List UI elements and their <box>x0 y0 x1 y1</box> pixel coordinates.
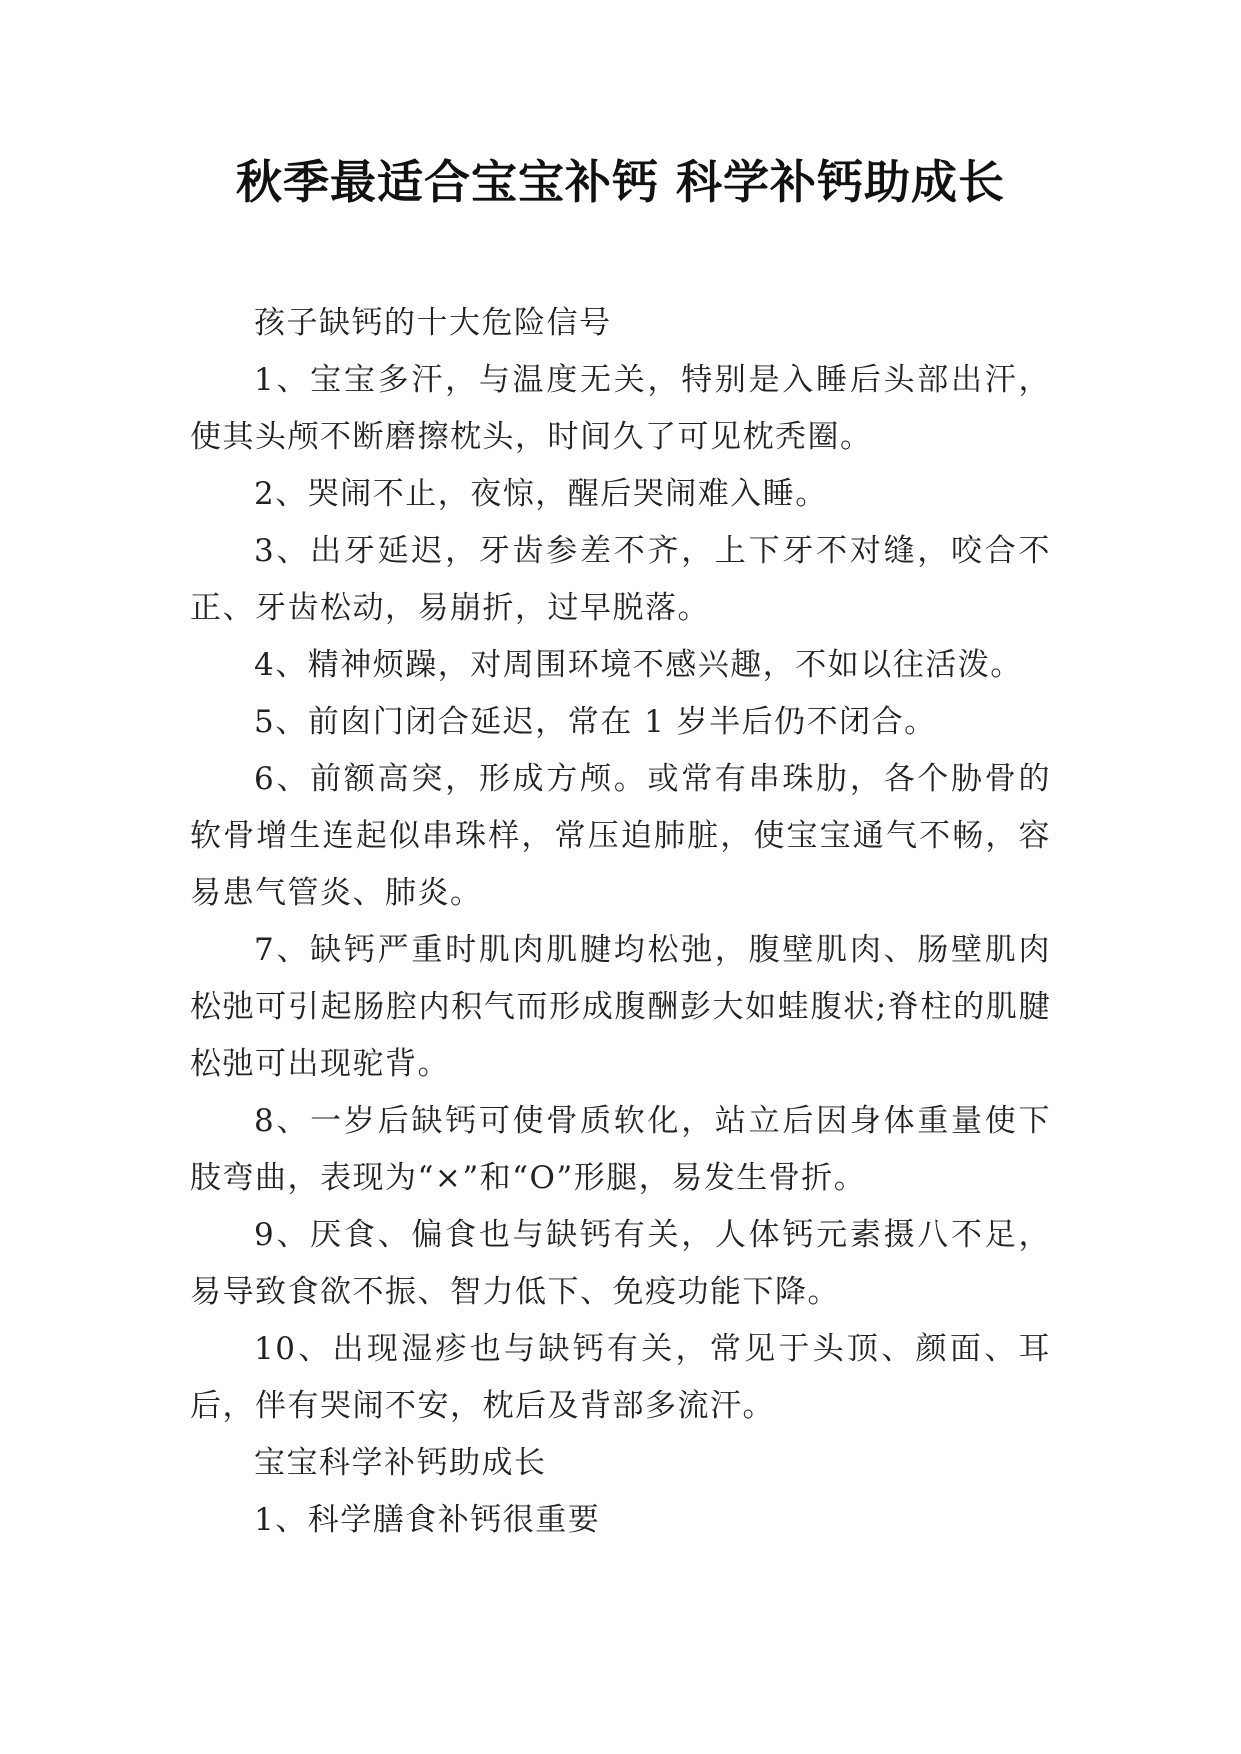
list-item: 1、科学膳食补钙很重要 <box>254 1502 601 1538</box>
list-item: 2、哭闹不止，夜惊，醒后哭闹难入睡。 <box>254 476 828 512</box>
list-item: 4、精神烦躁，对周围环境不感兴趣，不如以往活泼。 <box>254 647 1023 683</box>
section-heading: 宝宝科学补钙助成长 <box>254 1445 547 1481</box>
list-item: 5、前囱门闭合延迟，常在 1 岁半后仍不闭合。 <box>254 704 937 740</box>
list-item: 6、前额高突，形成方颅。或常有串珠肋，各个胁骨的软骨增生连起似串珠样，常压迫肺脏，使宝宝通气不畅，容易患气管炎、肺炎。 <box>190 761 1051 911</box>
list-item: 10、出现湿疹也与缺钙有关，常见于头顶、颜面、耳后，伴有哭闹不安，枕后及背部多流汗。 <box>190 1331 1051 1424</box>
list-item: 8、一岁后缺钙可使骨质软化，站立后因身体重量使下肢弯曲，表现为“×”和“O”形腿，易发生骨折。 <box>190 1103 1051 1196</box>
document-title: 秋季最适合宝宝补钙 科学补钙助成长 <box>235 155 1005 209</box>
list-item: 3、出牙延迟，牙齿参差不齐，上下牙不对缝，咬合不正、牙齿松动，易崩折，过早脱落。 <box>190 533 1051 626</box>
document-body <box>190 295 1051 1549</box>
list-item: 7、缺钙严重时肌肉肌腱均松弛，腹壁肌肉、肠壁肌肉松弛可引起肠腔内积气而形成腹酬彭大如蛙腹状;脊柱的肌腱松弛可出现驼背。 <box>190 932 1051 1082</box>
list-item: 9、厌食、偏食也与缺钙有关，人体钙元素摄八不足，易导致食欲不振、智力低下、免疫功能下降。 <box>190 1217 1051 1310</box>
section-heading: 孩子缺钙的十大危险信号 <box>254 305 612 341</box>
list-item: 1、宝宝多汗，与温度无关，特别是入睡后头部出汗，使其头颅不断磨擦枕头，时间久了可见枕秃圈。 <box>190 362 1051 455</box>
